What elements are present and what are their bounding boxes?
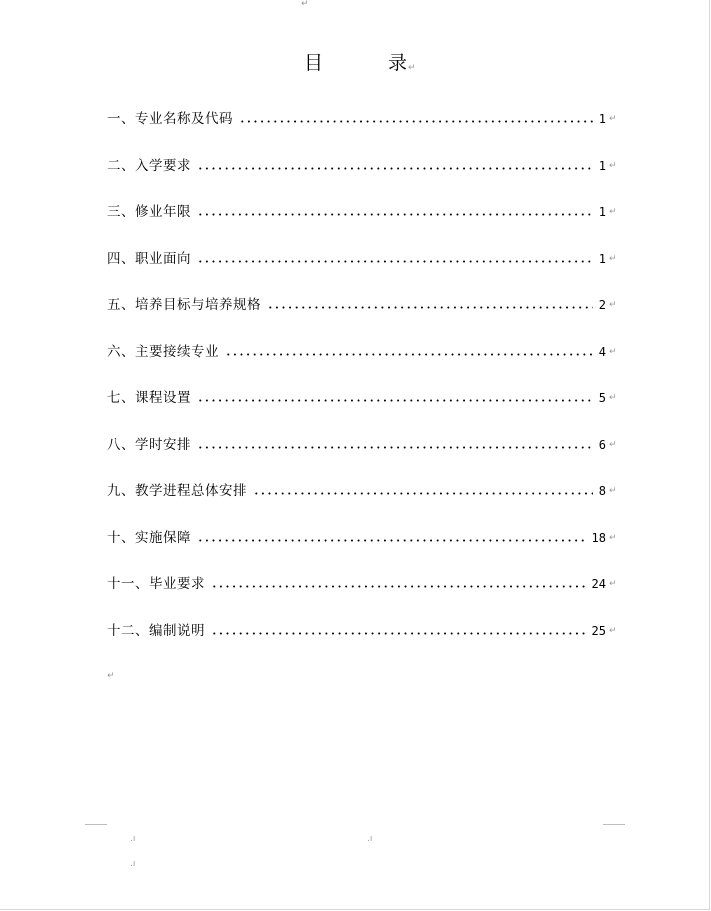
toc-dot-leader [197,213,593,216]
toc-entry[interactable] [107,573,617,595]
toc-entry-page: 25 [591,624,606,638]
footer-mark: .ı [130,859,136,869]
toc-entry-page: 8 [598,484,606,498]
paragraph-mark-icon: ↵ [408,63,416,73]
toc-entry-page: 24 [591,577,606,591]
toc-title [0,50,711,78]
paragraph-mark-icon: ↵ [107,671,115,681]
toc-dot-leader [253,492,593,495]
toc-entry-page: 2 [598,298,606,312]
toc-dot-leader [197,446,593,449]
toc-entry-label: 十一、毕业要求 [107,576,205,592]
toc-entry-page: 1 [598,252,606,266]
toc-entry-page: 4 [598,345,606,359]
toc-entry[interactable] [107,387,617,409]
paragraph-mark-icon: ↵ [609,300,617,310]
toc-dot-leader [225,353,593,356]
toc-entry[interactable] [107,155,617,177]
toc-dot-leader [197,260,593,263]
paragraph-mark-icon: ↵ [609,254,617,264]
toc-entry-label: 十二、编制说明 [107,623,205,639]
toc-dot-leader [211,585,586,588]
toc-entry-page: 18 [591,531,606,545]
toc-entry[interactable] [107,620,617,642]
toc-dot-leader [197,539,586,542]
paragraph-mark-icon: ↵ [609,114,617,124]
toc-dot-leader [197,399,593,402]
paragraph-mark-icon: ↵ [609,161,617,171]
paragraph-mark-icon: ↵ [609,533,617,543]
toc-entry-label: 十、实施保障 [107,530,191,546]
toc-entry-page: 6 [598,438,606,452]
toc-entry-label: 八、学时安排 [107,437,191,453]
toc-dot-leader [267,306,593,309]
toc-entry-page: 1 [598,205,606,219]
paragraph-mark-icon: ↵ [609,440,617,450]
footer-mark: .ı [130,834,136,844]
margin-corner-mark [603,824,625,825]
paragraph-mark-icon: ↵ [609,393,617,403]
toc-entry[interactable] [107,248,617,270]
paragraph-mark-icon: ↵ [609,579,617,589]
paragraph-mark-icon: ↵ [609,347,617,357]
toc-entry-label: 九、教学进程总体安排 [107,483,247,499]
paragraph-mark-icon: ↵ [609,626,617,636]
toc-entry-page: 1 [598,159,606,173]
toc-entry-label: 四、职业面向 [107,251,191,267]
toc-entry[interactable] [107,294,617,316]
toc-title-char-2: 录 [388,52,408,74]
toc-dot-leader [197,167,593,170]
toc-entry-label: 一、专业名称及代码 [107,111,233,127]
toc-title-char-1: 目 [304,52,324,74]
toc-entry[interactable] [107,434,617,456]
toc-entry[interactable] [107,527,617,549]
paragraph-mark-icon: ↵ [609,207,617,217]
paragraph-mark-icon: ↵ [301,0,309,9]
toc-entry[interactable] [107,341,617,363]
margin-corner-mark [85,824,107,825]
toc-entry[interactable] [107,480,617,502]
toc-entry-label: 七、课程设置 [107,390,191,406]
toc-entry-label: 五、培养目标与培养规格 [107,297,261,313]
toc-entry[interactable] [107,201,617,223]
toc-entry[interactable] [107,108,617,130]
toc-dot-leader [211,632,586,635]
toc-entry-page: 1 [598,112,606,126]
toc-entry-page: 5 [598,391,606,405]
toc-dot-leader [239,120,593,123]
paragraph-mark-icon: ↵ [609,486,617,496]
toc-entry-label: 三、修业年限 [107,204,191,220]
toc-entry-label: 六、主要接续专业 [107,344,219,360]
footer-mark: .ı [367,834,373,844]
toc-entry-label: 二、入学要求 [107,158,191,174]
